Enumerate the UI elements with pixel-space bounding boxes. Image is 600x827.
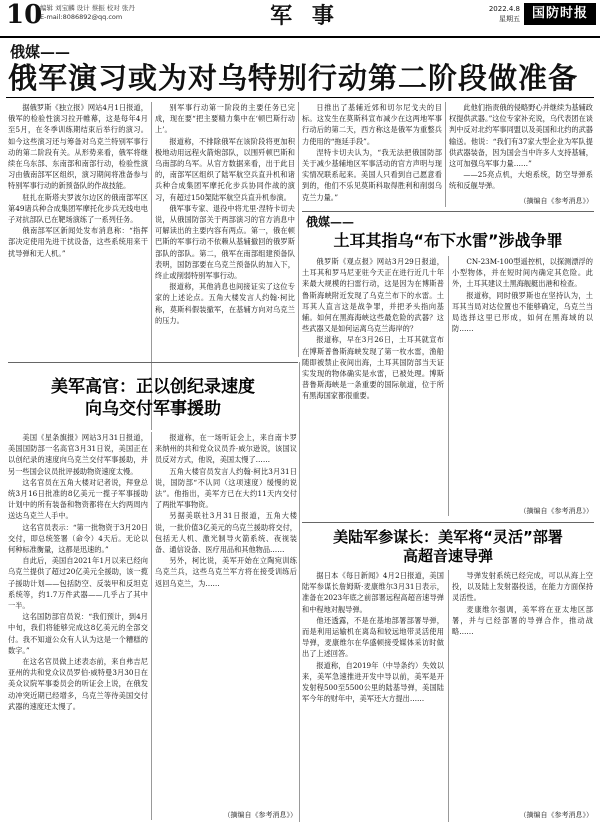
hypersonic-headline: 美陆军参谋长：美军将“灵活”部署 高超音速导弹 [333,528,563,565]
issue-date: 2022.4.8 星期五 [488,5,520,23]
lead-column-3: 日推出了基辅近郊和切尔尼戈夫的目标。这发生在莫斯科宣布减少在这两地军事行动后的第二天，西方称这是俄军为重整兵力使用的“拖延手段”。 涅特卡切夫认为，“我无法把俄国防部关于减少基辅地区军事活动的官方声明与现实情况联系起来。美国人只看到自己愿意看到的，他们不乐见莫斯科取得胜利和削弱乌克兰力量。” [302,103,442,202]
column-divider [151,432,152,820]
lead-source: （摘编自《参考消息》） [519,197,593,205]
turkey-source: （摘编自《参考消息》） [519,507,593,515]
story-divider [302,522,594,523]
us-aid-column-2: 报道称，在一场听证会上，来自南卡罗来纳州的共和党众议员乔·威尔逊说，该国议员反对方式，他说，美国太慢了…… 五角大楼官员发言人约翰·柯比3月31日说，国防部“不认同（这项速度）缓慢的说法”。他指出，美军方已在大约11天内交付了两批军事物资。 另据美联社3月31日报道，五角大楼说，一批价值3亿美元的乌克兰援助将交付，包括无人机、激光制导火箭系统、夜视装备、通信设备、医疗用品和其他物品…… 另外，柯比说，美军开始在立陶宛训练乌克兰兵，这些乌克兰军方将在接受训练后返回乌克兰，为…… [155,433,297,588]
lead-column-4: 此他们指责俄的侵略野心并继续为基辅政权提供武器。”这位专家补充说，乌代表团在谈判中反对北约军事同盟以及美国和北约的武器输送。他说：“我们有37家大型企业为军队提供武器装备，因为国会当中许多人支持基辅，这可加强乌军事力量……” ——25亮点机，大炮系统，防空导弹系统和反舰导弹。 [449,103,593,191]
hypersonic-column-1: 据日本《每日新闻》4月2日报道，美国陆军参谋长詹姆斯·麦康维尔3月31日表示，准备在2023年底之前部署远程高超音速导弹和中程地对舰导弹。 他还透露，不是在基地部署部署导弹，而是利用运输机在离岛和较远地带灵活使用导弹，麦康维尔在华盛顿接受媒体采访时做出了上述回答。 报道称，自2019年（中导条约）失效以来，美军急速推进开发中导以前，美军是开发射程500至5500公里的陆基导弹，美国陆军今年的财年中，美军还大方提出…… [302,571,444,704]
hypersonic-column-2: 导弹发射系统已经完成，可以从海上空投，以及陆上发射器投送，在能力方面保持灵活性。 麦康维尔强调，美军将在亚太地区部署，并与已经部署的导弹合作，推动战略…… [452,571,593,637]
column-divider [298,102,299,357]
column-divider [448,570,449,822]
turkey-column-1: 俄罗斯《观点报》网站3月29日报道，土耳其和罗马尼亚驻今天正在进行近几十年来最大规模的扫雷行动，这是因为在博斯普鲁斯海峡附近发现了乌克兰布下的水雷。土耳其人直言这是战争罪，并把矛头指向基辅。如何在黑海海峡这些最危险的武器？这些武器又是如何运离乌克兰海岸的？ 报道称，早在3月26日，土耳其就宣布在博斯普鲁斯海峡发现了第一枚水雷，渔船随即被禁止夜间出海，土耳其国防部当天证实发现的物体确实是水雷，已被处理。博斯普鲁斯海峡是一条重要的国际航道，位于所有黑海国家都很重要。 [302,257,444,401]
turkey-column-2: CN-23M-100型遥控机，以探测漂浮的小型物体，并在短时间内确定其危险。此外，土耳其建议土黑海舰艇出港和检查。 报道称，同时俄罗斯也在坚持认为，土耳其当局对达位置也不能够确定，乌克兰当局选择这里已形成，如何在黑海域的以防…… [452,257,593,334]
lead-divider [6,97,594,98]
lead-kicker: 俄媒—— [10,43,71,61]
lead-column-2: 别军事行动第一阶段的主要任务已完成，现在要“把主要精力集中在‘顿巴斯行动上’。 报道称，不排除俄军在该阶段将更加积极地动用远程火箭炮部队，以围歼顿巴斯和乌南部的乌军。从官方数据来看，出于此目的，南部军区组织了陆军航空兵直升机和诸兵种合成集团军摩托化步兵协同作战的演习，有超过150架陆军航空兵直升机参演。 俄军事专家、退役中将尤里·涅特卡切夫说，从俄国防部关于两部演习的官方消息中可解读出的主要内容有两点。第一，俄在顿巴斯的军事行动不依赖从基辅撤回的俄罗斯部队的部队。第二，俄军在南部组建预备队表明，国防部要在乌克兰预备队的加入下，终止或削弱特别军事行动。 报道称，其他消息也间接证实了这位专家的上述论点。五角大楼发言人约翰·柯比称，莫斯科假装撤军，在基辅方向对乌克兰的压力。 [155,103,295,325]
column-divider [299,362,300,822]
hypersonic-source: （摘编自《参考消息》） [519,811,593,819]
editor-credits: 编辑 刘宝麟 设计 蔡振 校对 张丹 E-mail:8086892@qq.com [40,4,135,21]
page-number: 10 [6,0,43,30]
us-aid-source: （摘编自《参考消息》） [223,811,297,819]
masthead [0,0,600,38]
section-title: 军 事 [270,3,340,29]
lead-headline: 俄军演习或为对乌特别行动第二阶段做准备 [8,61,579,95]
column-divider [448,256,449,516]
turkey-headline: 土耳其指乌“布下水雷”涉战争罪 [333,231,563,250]
us-aid-headline: 美军高官：正以创纪录速度 向乌交付军事援助 [51,377,255,419]
newspaper-logo: 国防时报 [524,3,596,25]
story-divider [302,211,594,212]
column-divider [445,102,446,207]
turkey-kicker: 俄媒—— [306,215,355,229]
story-divider [8,362,298,363]
lead-column-1: 据俄罗斯《独立报》网站4月1日报道，俄军的检验性演习拉开帷幕，这是每年4月至5月，在冬季训练期结束后举行的演习。如今这些演习还与筹备对乌克兰特别军事行动的第二阶段有关。从形势来看，俄军将继续在乌东部、东南部和南部行动，检验性演习由俄南部军区组织，演习期间将准备参与特别军事行动的新预备队的作战技能。 驻扎在斯塔夫罗波尔边区的俄南部军区第49诸兵种合成集团军摩托化步兵无线电电子对抗部队已在靶场演练了一系列任务。 俄南部军区新闻处发布消息称：“指挥部决定使用先进干扰设备，这些系统用来干扰导弹和无人机。” [8,103,148,258]
us-aid-column-1: 美国《星条旗报》网站3月31日报道，美国国防部一名高官3月31日说，美国正在以创纪录的速度向乌克兰交付军事援助，并另一些国会议员批评援助物资速度太慢。 这名官员在五角大楼对记者说，拜登总统3月16日批准的8亿美元一揽子军事援助计划中的所有装备和物资都将在大约两周内送达乌克兰人手中。 这名官员表示：“第一批物资于3月20日交付，即总统签署（命令）4天后。无论以何种标准衡量，这都是迅速的。” 自此后，美国自2021年1月以来已经向乌克兰提供了超过20亿美元全援助，该一揽子援助计划——包括防空、反装甲和反坦克系统等，约1.7万件武器——几乎占了其中一半。 这名国防部官员说：“我们预计，到4月中旬，我们将能够完成这8亿美元的全部交付。我不知道公众有人认为这是一个糟糕的数字。” 在这名官员做上述表态前，来自弗吉尼亚州的共和党众议员罗伯·威特曼3月30日在美众议院军事委员会的听证会上说，在俄发动冲突近期已经增多，乌克兰等待美国交付武器的速度还太慢了。 [8,433,148,711]
